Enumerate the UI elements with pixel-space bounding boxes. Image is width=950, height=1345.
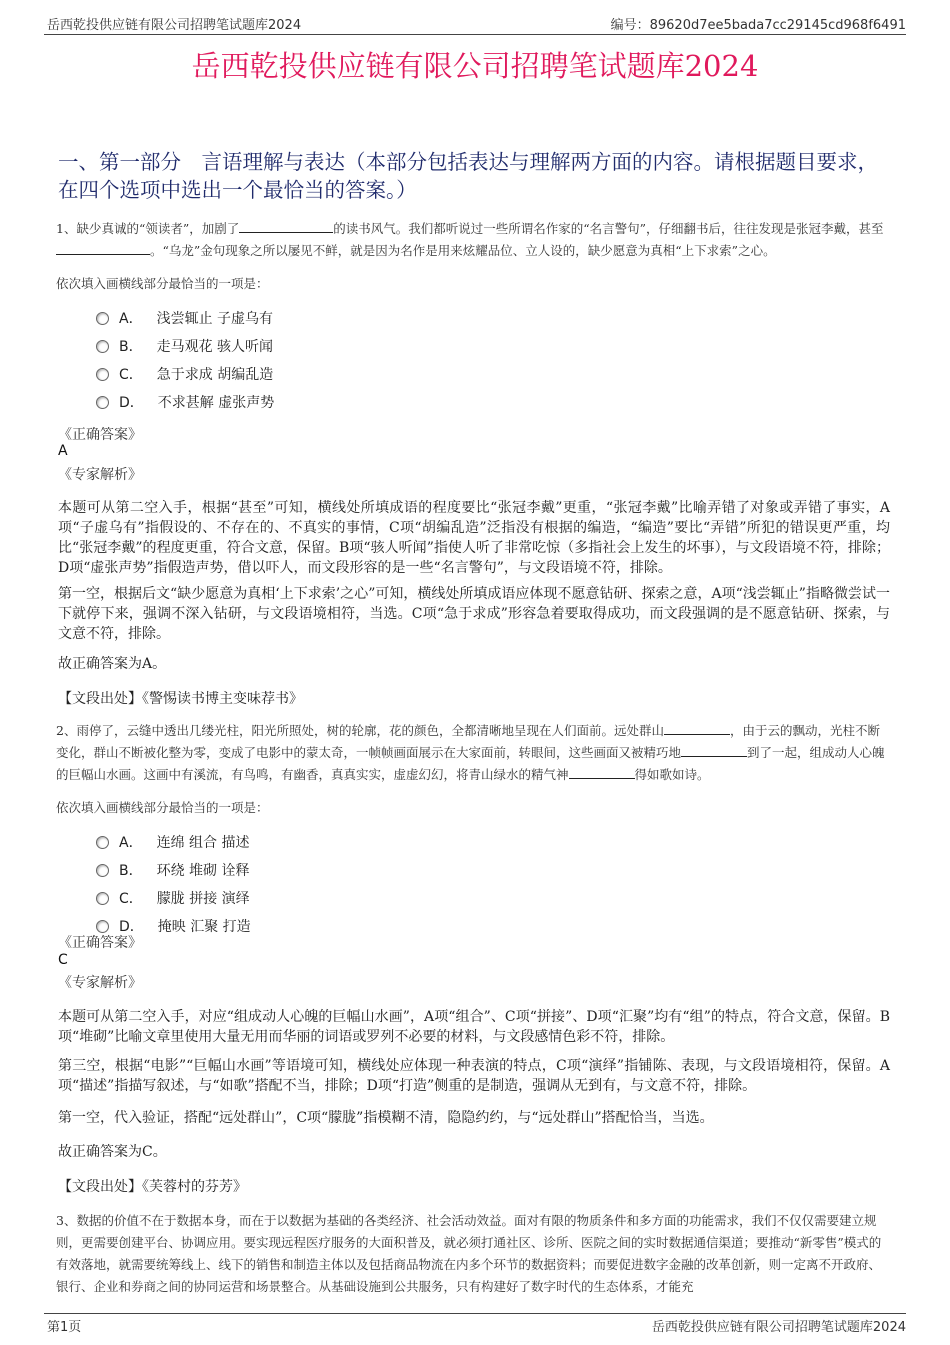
- radio-icon[interactable]: [96, 836, 109, 849]
- q2-answer: C: [58, 952, 68, 968]
- q2-source: 【文段出处】《芙蓉村的芬芳》: [58, 1179, 247, 1195]
- q2-option-b[interactable]: [96, 860, 250, 882]
- question-1-instruction: 依次填入画横线部分最恰当的一项是：: [56, 276, 269, 291]
- footer-title: 岳西乾投供应链有限公司招聘笔试题库2024: [651, 1320, 906, 1335]
- q1-answer-label: 《正确答案》: [58, 427, 142, 443]
- page-number: 第1页: [47, 1320, 82, 1335]
- q2-text-1: 2、雨停了，云缝中透出几缕光柱，阳光所照处，树的轮廓，花的颜色，全都清晰地呈现在人们面前。远处群山: [56, 723, 664, 738]
- page-header: [47, 14, 906, 34]
- q1-analysis-paragraph-1: 本题可从第二空入手，根据“甚至”可知，横线处所填成语的程度要比“张冠李戴”更重，“张冠李戴”比喻弄错了对象或弄错了事实，A项“子虚乌有”指假设的、不存在的、不真实的事情，C项“胡编乱造”泛指没有根据的编造，“编造”要比“弄错”所犯的错误更严重，均比“张冠李戴”的程度更重，符合文意，保留。B项“骇人听闻”指使人听了非常吃惊（多指社会上发生的坏事），与文段语境不符，排除；D项“虚张声势”指假造声势，借以吓人，而文段形容的是一些“名言警句”，与文段语境不符，排除。: [58, 500, 890, 576]
- section-heading: 一、第一部分 言语理解与表达（本部分包括表达与理解两方面的内容。请根据题目要求，在四个选项中选出一个最恰当的答案。）: [58, 150, 878, 202]
- option-letter: C．: [119, 367, 143, 383]
- q2-option-a[interactable]: [96, 832, 249, 854]
- option-letter: C．: [119, 891, 143, 907]
- radio-icon[interactable]: [96, 892, 109, 905]
- option-letter: D．: [119, 919, 144, 935]
- q2-analysis-paragraph-2: 第三空，根据“电影”“巨幅山水画”等语境可知，横线处应体现一种表演的特点，C项“演绎”指铺陈、表现，与文段语境相符，保留。A项“描述”指描写叙述，与“如歌”搭配不当，排除；D项“打造”侧重的是制造，强调从无到有，与文意不符，排除。: [58, 1058, 890, 1094]
- question-1-stem: [56, 218, 890, 262]
- q2-analysis-paragraph-3: 第一空，代入验证，搭配“远处群山”，C项“朦胧”指模糊不清，隐隐约约，与“远处群山”搭配恰当，当选。: [58, 1110, 714, 1126]
- q1-option-c[interactable]: [96, 364, 273, 386]
- header-title: 岳西乾投供应链有限公司招聘笔试题库2024: [47, 18, 302, 33]
- header-divider: [44, 34, 906, 35]
- radio-icon[interactable]: [96, 864, 109, 877]
- q1-analysis-label: 《专家解析》: [58, 467, 142, 483]
- option-text: 急于求成 胡编乱造: [156, 367, 274, 383]
- header-serial: 编号：89620d7ee5bada7cc29145cd968f6491: [610, 18, 906, 33]
- q1-option-d[interactable]: [96, 392, 274, 414]
- radio-icon[interactable]: [96, 340, 109, 353]
- q1-blank-2: [56, 242, 150, 255]
- q1-source: 【文段出处】《警惕读书博主变味荐书》: [58, 691, 303, 707]
- question-2-stem: [56, 720, 890, 786]
- q1-answer: A: [58, 443, 68, 459]
- q2-conclusion: 故正确答案为C。: [58, 1144, 167, 1160]
- radio-icon[interactable]: [96, 396, 109, 409]
- q2-option-c[interactable]: [96, 888, 250, 910]
- option-letter: A．: [119, 835, 143, 851]
- option-letter: A．: [119, 311, 143, 327]
- option-letter: B．: [119, 339, 143, 355]
- q1-text-2: 的读书风气。我们都听说过一些所谓名作家的“名言警句”，仔细翻书后，往往发现是张冠李戴，甚至: [333, 221, 884, 236]
- q2-text-4: 得如歌如诗。: [634, 767, 710, 782]
- option-letter: B．: [119, 863, 143, 879]
- radio-icon[interactable]: [96, 312, 109, 325]
- option-text: 浅尝辄止 子虚乌有: [156, 311, 274, 327]
- option-text: 朦胧 拼接 演绎: [156, 891, 250, 907]
- radio-icon[interactable]: [96, 368, 109, 381]
- option-text: 不求甚解 虚张声势: [157, 395, 275, 411]
- footer-divider: [44, 1313, 906, 1314]
- q1-text-1: 1、缺少真诚的“领读者”，加剧了: [56, 221, 240, 236]
- q2-blank-2: [681, 744, 747, 757]
- q2-answer-label: 《正确答案》: [58, 935, 142, 951]
- option-letter: D．: [119, 395, 144, 411]
- q1-analysis-paragraph-2: 第一空，根据后文“缺少愿意为真相‘上下求索’之心”可知，横线处所填成语应体现不愿意钻研、探索之意，A项“浅尝辄止”指略微尝试一下就停下来，强调不深入钻研，与文段语境相符，当选。C项“急于求成”形容急着要取得成功，而文段强调的是不愿意钻研、探索，与文意不符，排除。: [58, 586, 890, 642]
- option-text: 连绵 组合 描述: [156, 835, 250, 851]
- option-text: 掩映 汇聚 打造: [157, 919, 251, 935]
- q1-option-b[interactable]: [96, 336, 273, 358]
- q1-blank-1: [239, 220, 333, 233]
- q2-blank-3: [569, 766, 635, 779]
- q2-blank-1: [664, 722, 730, 735]
- q2-analysis-label: 《专家解析》: [58, 975, 142, 991]
- q1-conclusion: 故正确答案为A。: [58, 656, 167, 672]
- q2-analysis-paragraph-1: 本题可从第二空入手，对应“组成动人心魄的巨幅山水画”，A项“组合”、C项“拼接”、D项“汇聚”均有“组”的特点，符合文意，保留。B项“堆砌”比喻文章里使用大量无用而华丽的词语或罗列不必要的材料，与文段感情色彩不符，排除。: [58, 1009, 890, 1045]
- document-title: 岳西乾投供应链有限公司招聘笔试题库2024: [191, 49, 759, 83]
- option-text: 环绕 堆砌 诠释: [156, 863, 250, 879]
- question-2-instruction: 依次填入画横线部分最恰当的一项是：: [56, 800, 269, 815]
- q2-text-2: ，由于云的飘动，光柱不断变化，群山不断被化整为零，变成了电影中的蒙太奇，一帧帧画面展示在大家面前，转眼间，这些画面又被精巧地: [56, 723, 880, 760]
- question-3-stem: 3、数据的价值不在于数据本身，而在于以数据为基础的各类经济、社会活动效益。面对有限的物质条件和多方面的功能需求，我们不仅仅需要建立规则，更需要创建平台、协调应用。要实现远程医疗服务的大面积普及，就必须打通社区、诊所、医院之间的实时数据通信渠道；要推动“新零售”模式的有效落地，就需要统筹线上、线下的销售和制造主体以及包括商品物流在内多个环节的数据资料；而要促进数字金融的改革创新，则一定离不开政府、银行、企业和券商之间的协同运营和场景整合。从基础设施到公共服务，只有构建好了数字时代的生态体系，才能充: [56, 1213, 882, 1294]
- q2-text-3: 到了一起，组成动人心魄的巨幅山水画。这画中有溪流，有鸟鸣，有幽香，真真实实，虚虚幻幻，将青山绿水的精气神: [56, 745, 885, 782]
- q1-option-a[interactable]: [96, 308, 273, 330]
- q1-text-3: 。“乌龙”金句现象之所以屡见不鲜，就是因为名作是用来炫耀品位、立人设的，缺少愿意为真相“上下求索”之心。: [150, 243, 776, 258]
- option-text: 走马观花 骇人听闻: [156, 339, 274, 355]
